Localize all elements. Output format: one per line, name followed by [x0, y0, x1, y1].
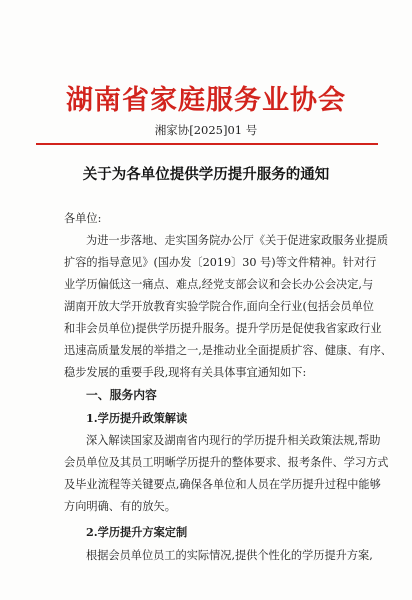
paragraph-line: 扩容的指导意见》(国办发〔2019〕30 号)等文件精神。针对行: [64, 256, 377, 269]
org-title: 湖南省家庭服务业协会: [66, 85, 346, 116]
subsection-heading: 2.学历提升方案定制: [86, 525, 188, 539]
salutation: 各单位:: [64, 212, 102, 225]
paragraph-line: 业学历偏低这一痛点、难点,经党支部会议和会长办公会决定,与: [64, 278, 374, 291]
red-divider: [36, 143, 378, 145]
paragraph-line: 迅速高质量发展的举措之一,是推动业全面提质扩容、健康、有序、: [64, 344, 392, 357]
paragraph-line: 深入解读国家及湖南省内现行的学历提升相关政策法规,帮助: [86, 434, 381, 447]
paragraph-line: 根据会员单位员工的实际情况,提供个性化的学历提升方案,: [86, 549, 373, 562]
paragraph-line: 及毕业流程等关键要点,确保各单位和人员在学历提升过程中能够: [64, 478, 381, 491]
document-title: 关于为各单位提供学历提升服务的通知: [82, 166, 330, 183]
paragraph-line: 稳步发展的重要手段,现将有关具体事宜通知如下:: [64, 366, 307, 379]
paragraph-line: 和非会员单位)提供学历提升服务。提升学历是促使我省家政行业: [64, 322, 382, 335]
section-heading: 一、服务内容: [86, 388, 157, 402]
paragraph-line: 湖南开放大学开放教育实验学院合作,面向全行业(包括会员单位: [64, 300, 374, 313]
paragraph-line: 为进一步落地、走实国务院办公厅《关于促进家政服务业提质: [86, 234, 389, 247]
paragraph-line: 方向明确、有的放矢。: [64, 500, 176, 513]
paragraph-line: 会员单位及其员工明晰学历提升的整体要求、报考条件、学习方式: [64, 456, 389, 469]
doc-number: 湘家协[2025]01 号: [154, 123, 258, 137]
subsection-heading: 1.学历提升政策解读: [86, 411, 188, 425]
